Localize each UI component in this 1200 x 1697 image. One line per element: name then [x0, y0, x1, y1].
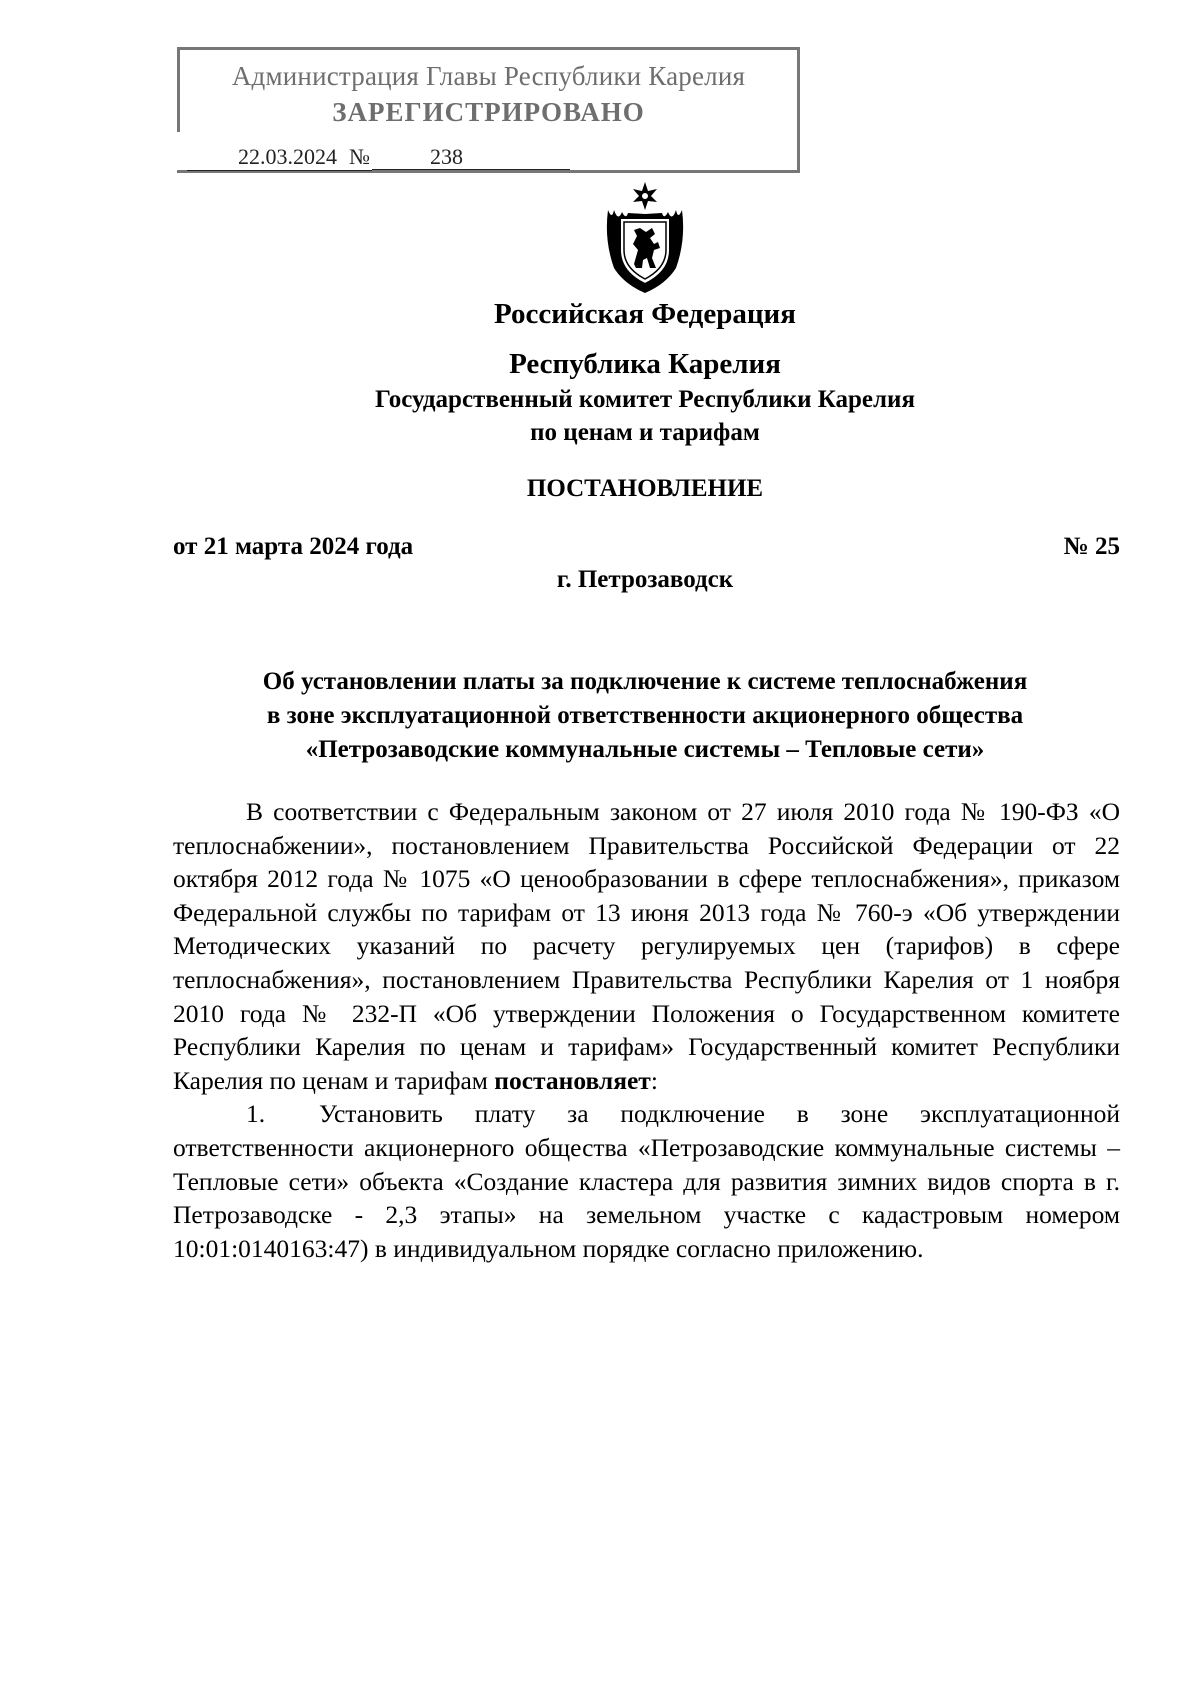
item-1-number: 1. — [246, 1099, 266, 1129]
subject-line2: в зоне эксплуатационной ответственности акционерного общества — [266, 702, 1024, 729]
document-body — [173, 795, 1120, 1265]
stamp-reg-number: 238 — [372, 144, 570, 170]
header-country: Российская Федерация — [494, 298, 796, 330]
stamp-organization: Администрация Главы Республики Карелия — [231, 61, 746, 91]
stamp-number-sign: № — [349, 144, 370, 169]
header-republic: Республика Карелия — [509, 348, 781, 380]
item-1-text: Установить плату за подключение в зоне эксплуатационной ответственности акционерного общества «Петрозаводские коммунальные системы – Тепловые сети» объекта «Создание кластера для развития зимних видов спорта в г. Петрозаводске - 2,3 этапы» на земельном участке с кадастровым номером 10:01:0140163:47) в индивидуальном порядке согласно приложению. — [173, 1099, 1120, 1263]
document-type-title: ПОСТАНОВЛЕНИЕ — [526, 475, 764, 502]
stamp-registration-line — [187, 144, 570, 171]
stamp-border-top — [177, 47, 800, 50]
header-committee-line1: Государственный комитет Республики Карелия — [375, 386, 915, 413]
karelia-coat-of-arms-icon — [600, 180, 690, 295]
stamp-reg-date: 22.03.2024 — [187, 144, 347, 171]
preamble-text: В соответствии с Федеральным законом от 27 июля 2010 года № 190-ФЗ «О теплоснабжении», постановлением Правительства Российской Федерации от 22 октября 2012 года № 1075 «О ценообразовании в сфере теплоснабжения», приказом Федеральной службы по тарифам от 13 июня 2013 года № 760-э «Об утверждении Методических указаний по расчету регулируемых цен (тарифов) в сфере теплоснабжения», постановлением Правительства Республики Карелия от 1 ноября 2010 года № 232-П «Об утверждении Положения о Государственном комитете Республики Карелия по ценам и тарифам» Государственный комитет Республики Карелия по ценам и тарифам — [173, 797, 1120, 1095]
document-city: г. Петрозаводск — [556, 566, 734, 593]
subject-line3: «Петрозаводские коммунальные системы – Тепловые сети» — [305, 736, 985, 763]
registration-stamp — [177, 47, 800, 173]
preamble-end: : — [650, 1065, 658, 1095]
preamble-paragraph — [173, 795, 1120, 1097]
stamp-status: ЗАРЕГИСТРИРОВАНО — [332, 97, 645, 127]
preamble-bold-verb: постановляет — [494, 1065, 651, 1095]
header-committee-line2: по ценам и тарифам — [530, 419, 760, 446]
item-1 — [173, 1097, 1120, 1265]
document-date: от 21 марта 2024 года — [173, 533, 414, 560]
subject-line1: Об установлении платы за подключение к системе теплоснабжения — [262, 668, 1028, 695]
document-number: № 25 — [1063, 533, 1120, 560]
document-subject — [170, 665, 1120, 767]
